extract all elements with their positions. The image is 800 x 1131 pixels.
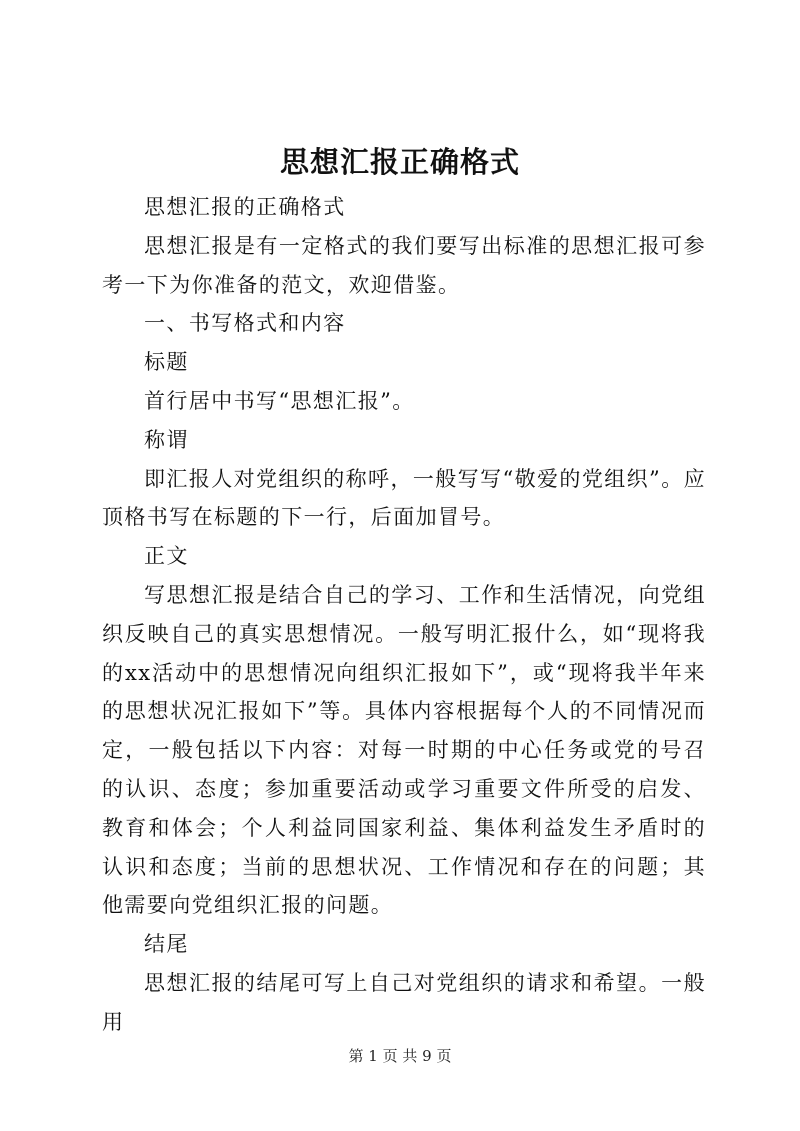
paragraph-ending-rule: 思想汇报的结尾可写上自己对党组织的请求和希望。一般用: [102, 970, 706, 1034]
paragraph-intro: 思想汇报是有一定格式的我们要写出标准的思想汇报可参考一下为你准备的范文，欢迎借鉴。: [102, 233, 706, 297]
section-heading: 一、书写格式和内容: [144, 311, 346, 336]
subheading-salutation: 称谓: [144, 427, 189, 452]
paragraph-body-rule: 写思想汇报是结合自己的学习、工作和生活情况，向党组织反映自己的真实思想情况。一般写明汇报什么，如“现将我的xx活动中的思想情况向组织汇报如下”，或“现将我半年来的思想状况汇报如下”等。具体内容根据每个人的不同情况而定，一般包括以下内容：对每一时期的中心任务或党的号召的认识、态度；参加重要活动或学习重要文件所受的启发、教育和体会；个人利益同国家利益、集体利益发生矛盾时的认识和态度；当前的思想状况、工作情况和存在的问题；其他需要向党组织汇报的问题。: [102, 582, 706, 918]
page-number: 第 1 页 共 9 页: [348, 1047, 452, 1065]
paragraph-title-rule: 首行居中书写“思想汇报”。: [144, 388, 415, 413]
paragraph-salutation-rule: 即汇报人对党组织的称呼，一般写写“敬爱的党组织”。应顶格书写在标题的下一行，后面加冒号。: [102, 466, 706, 530]
document-body: [102, 188, 706, 1042]
subheading-title: 标题: [144, 350, 189, 375]
subheading-body: 正文: [144, 544, 189, 569]
paragraph-subtitle: 思想汇报的正确格式: [144, 195, 346, 219]
document-title: 思想汇报正确格式: [279, 145, 520, 179]
subheading-ending: 结尾: [144, 932, 189, 957]
